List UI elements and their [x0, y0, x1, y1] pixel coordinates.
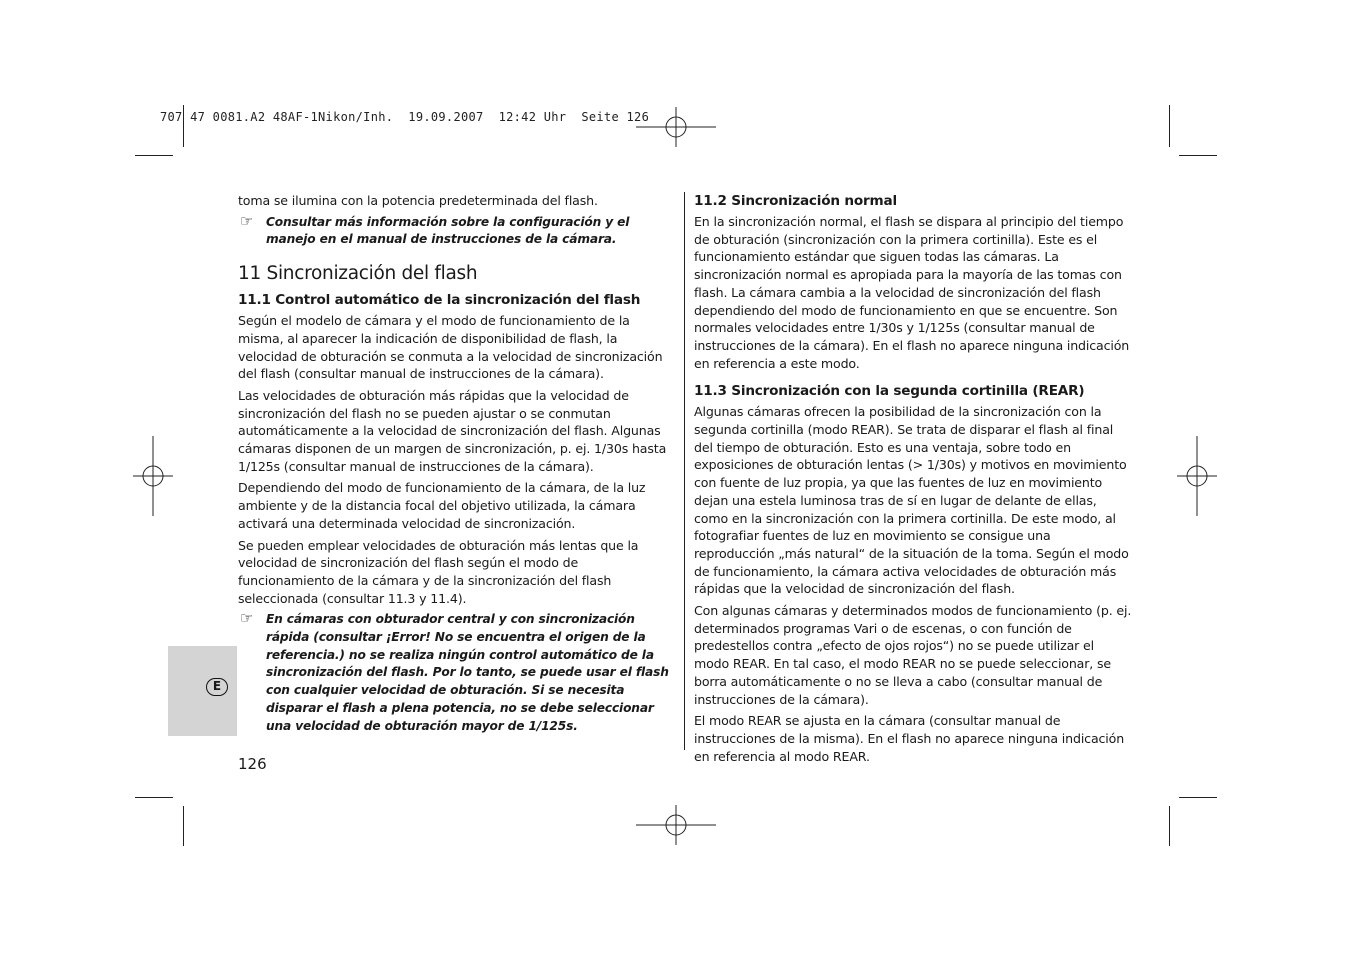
registration-target-bottom-icon	[636, 805, 716, 845]
note-text: Consultar más información sobre la configuración y el manejo en el manual de instrucciones de la cámara.	[266, 214, 630, 247]
pointing-hand-icon: ☞	[240, 211, 254, 230]
paragraph: Dependiendo del modo de funcionamiento de la cámara, de la luz ambiente y de la distancia focal del objetivo utilizada, la cámara activará una determinada velocidad de sincronización.	[238, 480, 646, 531]
crop-mark-tl-h	[135, 155, 173, 156]
registration-target-left-icon	[133, 436, 173, 516]
crop-mark-bl-h	[135, 797, 173, 798]
crop-mark-bl-v	[183, 806, 184, 846]
crop-mark-tr-v	[1169, 105, 1170, 147]
paragraph: Según el modelo de cámara y el modo de funcionamiento de la misma, al aparecer la indicación de disponibilidad de flash, la velocidad de obturación se conmuta a la velocidad de sincronización del flash (consultar manual de instrucciones de la cámara).	[238, 313, 663, 382]
crop-mark-br-h	[1179, 797, 1217, 798]
pointing-hand-icon: ☞	[240, 609, 254, 628]
page-number: 126	[238, 755, 267, 773]
registration-target-right-icon	[1177, 436, 1217, 516]
left-column	[238, 192, 678, 739]
paragraph: Algunas cámaras ofrecen la posibilidad de la sincronización con la segunda cortinilla (modo REAR). Se trata de disparar el flash al final del tiempo de obturación. Esto es una ventaja, sobre todo en exposiciones de obturación lentas (> 1/30s) y motivos en movimiento con fuente de luz propia, ya que las fuentes de luz en movimiento dejan una estela luminosa tras de sí en lugar de delante de ellas, como en la sincronización con la primera cortinilla. De este modo, al fotografiar fuentes de luz en movimiento se consigue una reproducción „más natural“ de la situación de la toma. Según el modo de funcionamiento, la cámara activa velocidades de obturación más rápidas que la velocidad de sincronización del flash.	[694, 404, 1129, 597]
crop-mark-tr-h	[1179, 155, 1217, 156]
subsection-title-11-2: 11.2 Sincronización normal	[694, 193, 897, 209]
note-central-shutter	[238, 611, 678, 735]
language-tab-label: E	[206, 678, 228, 696]
right-column	[694, 192, 1132, 769]
paragraph: Con algunas cámaras y determinados modos de funcionamiento (p. ej. determinados programas Vari o de escenas, o con función de predestellos contra „efecto de ojos rojos“) no se puede utilizar el modo REAR. En tal caso, el modo REAR no se puede seleccionar, se borra automáticamente o no se lleva a cabo (consultar manual de instrucciones de la cámara).	[694, 603, 1132, 707]
paragraph: Las velocidades de obturación más rápidas que la velocidad de sincronización del flash no se pueden ajustar o se conmutan automáticamente a la velocidad de sincronización del flash. Algunas cámaras disponen de un margen de sincronización, p. ej. 1/30s hasta 1/125s (consultar manual de instrucciones de la cámara).	[238, 387, 667, 474]
print-slug-header: 707 47 0081.A2 48AF-1Nikon/Inh. 19.09.2007 12:42 Uhr Seite 126	[160, 110, 650, 124]
subsection-title-11-3: 11.3 Sincronización con la segunda cortinilla (REAR)	[694, 383, 1085, 400]
note-text: En cámaras con obturador central y con sincronización rápida (consultar ¡Error! No se encuentra el origen de la referencia.) no se realiza ningún control automático de la sincronización del flash. Por lo tanto, se puede usar el flash con cualquier velocidad de obturación. Si se necesita disparar el flash a plena potencia, no se debe seleccionar una velocidad de obturación mayor de 1/125s.	[266, 612, 669, 733]
crop-mark-br-v	[1169, 806, 1170, 846]
paragraph: En la sincronización normal, el flash se dispara al principio del tiempo de obturación (sincronización con la primera cortinilla). Este es el funcionamiento estándar que siguen todas las cámaras. La sincronización normal es apropiada para la mayoría de las tomas con flash. La cámara cambia a la velocidad de sincronización del flash dependiendo del modo de funcionamiento en que se encuentre. Son normales velocidades entre 1/30s y 1/125s (consultar manual de instrucciones de la cámara). En el flash no aparece ninguna indicación en referencia a este modo.	[694, 214, 1130, 371]
paragraph: Se pueden emplear velocidades de obturación más lentas que la velocidad de sincronización del flash según el modo de funcionamiento de la cámara y de la sincronización del flash seleccionada (consultar 11.3 y 11.4).	[238, 537, 639, 606]
column-divider	[684, 192, 685, 750]
paragraph: El modo REAR se ajusta en la cámara (consultar manual de instrucciones de la misma). En el flash no aparece ninguna indicación en referencia al modo REAR.	[694, 713, 1125, 764]
intro-paragraph: toma se ilumina con la potencia predeterminada del flash.	[238, 193, 598, 208]
subsection-title-11-1: 11.1 Control automático de la sincronización del flash	[238, 292, 641, 309]
note-configuration	[238, 211, 678, 249]
section-title: 11 Sincronización del flash	[238, 263, 478, 285]
